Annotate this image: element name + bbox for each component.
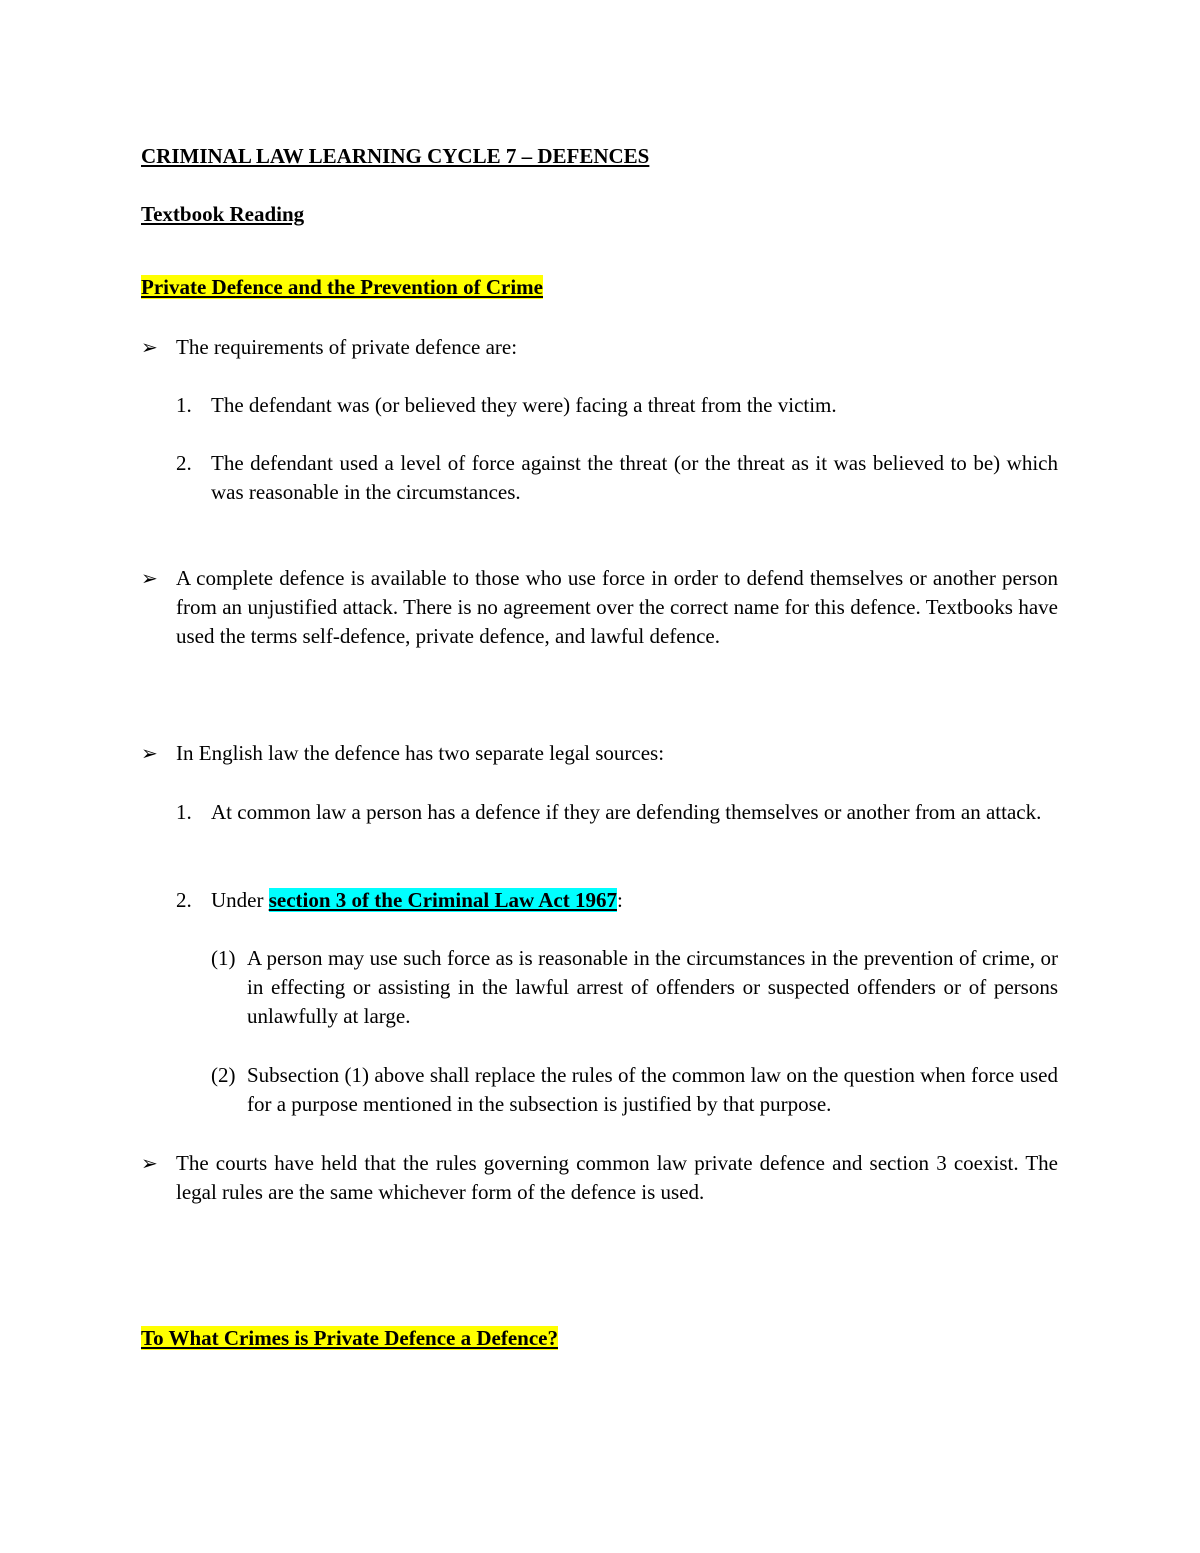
section-3-highlight: section 3 of the Criminal Law Act 1967 (268, 888, 617, 912)
subsection-1-text: A person may use such force as is reasonable in the circumstances in the prevention of crime, or in effecting or assisting in the lawful arrest of offenders or suspected offenders or of persons unlawfully at large. (247, 946, 1058, 1028)
bullet-complete-defence: A complete defence is available to those who use force in order to defend themselves or another person from an unjustified attack. There is no agreement over the correct name for this defence. Textbooks have used the terms self-defence, private defence, and lawful defence. (176, 566, 1058, 648)
subsection-2-text: Subsection (1) above shall replace the rules of the common law on the question when force used for a purpose mentioned in the subsection is justified by that purpose. (247, 1063, 1058, 1116)
section-3-suffix: : (616, 888, 623, 912)
section-heading-what-crimes (141, 1324, 558, 1353)
bullet-courts-coexist: The courts have held that the rules governing common law private defence and section 3 coexist. The legal rules are the same whichever form of the defence is used. (176, 1151, 1058, 1204)
list-number: 1. (176, 800, 192, 824)
section-3-prefix: Under (211, 888, 269, 912)
bullet-arrow-icon: ➢ (141, 1151, 158, 1175)
section-heading-private-defence (141, 273, 543, 302)
bullet-arrow-icon: ➢ (141, 741, 158, 765)
list-number: 2. (176, 888, 192, 912)
bullet-arrow-icon: ➢ (141, 566, 158, 590)
subsection-number: (2) (211, 1063, 236, 1087)
bullet-arrow-icon: ➢ (141, 335, 158, 359)
list-number: 2. (176, 451, 192, 475)
section-heading-text: To What Crimes is Private Defence a Defence? (141, 1326, 558, 1350)
list-item-section-3 (211, 886, 1058, 915)
list-item-reasonable-force: The defendant used a level of force against the threat (or the threat as it was believed to be) which was reasonable in the circumstances. (211, 451, 1058, 504)
list-item-common-law: At common law a person has a defence if they are defending themselves or another from an attack. (211, 800, 1042, 824)
document-title: CRIMINAL LAW LEARNING CYCLE 7 – DEFENCES (141, 144, 650, 168)
section-heading-text: Private Defence and the Prevention of Crime (141, 275, 543, 299)
list-number: 1. (176, 393, 192, 417)
bullet-legal-sources: In English law the defence has two separate legal sources: (176, 741, 665, 765)
bullet-requirements: The requirements of private defence are: (176, 335, 518, 359)
document-subtitle: Textbook Reading (141, 202, 305, 226)
list-item-threat: The defendant was (or believed they were) facing a threat from the victim. (211, 393, 837, 417)
subsection-number: (1) (211, 946, 236, 970)
